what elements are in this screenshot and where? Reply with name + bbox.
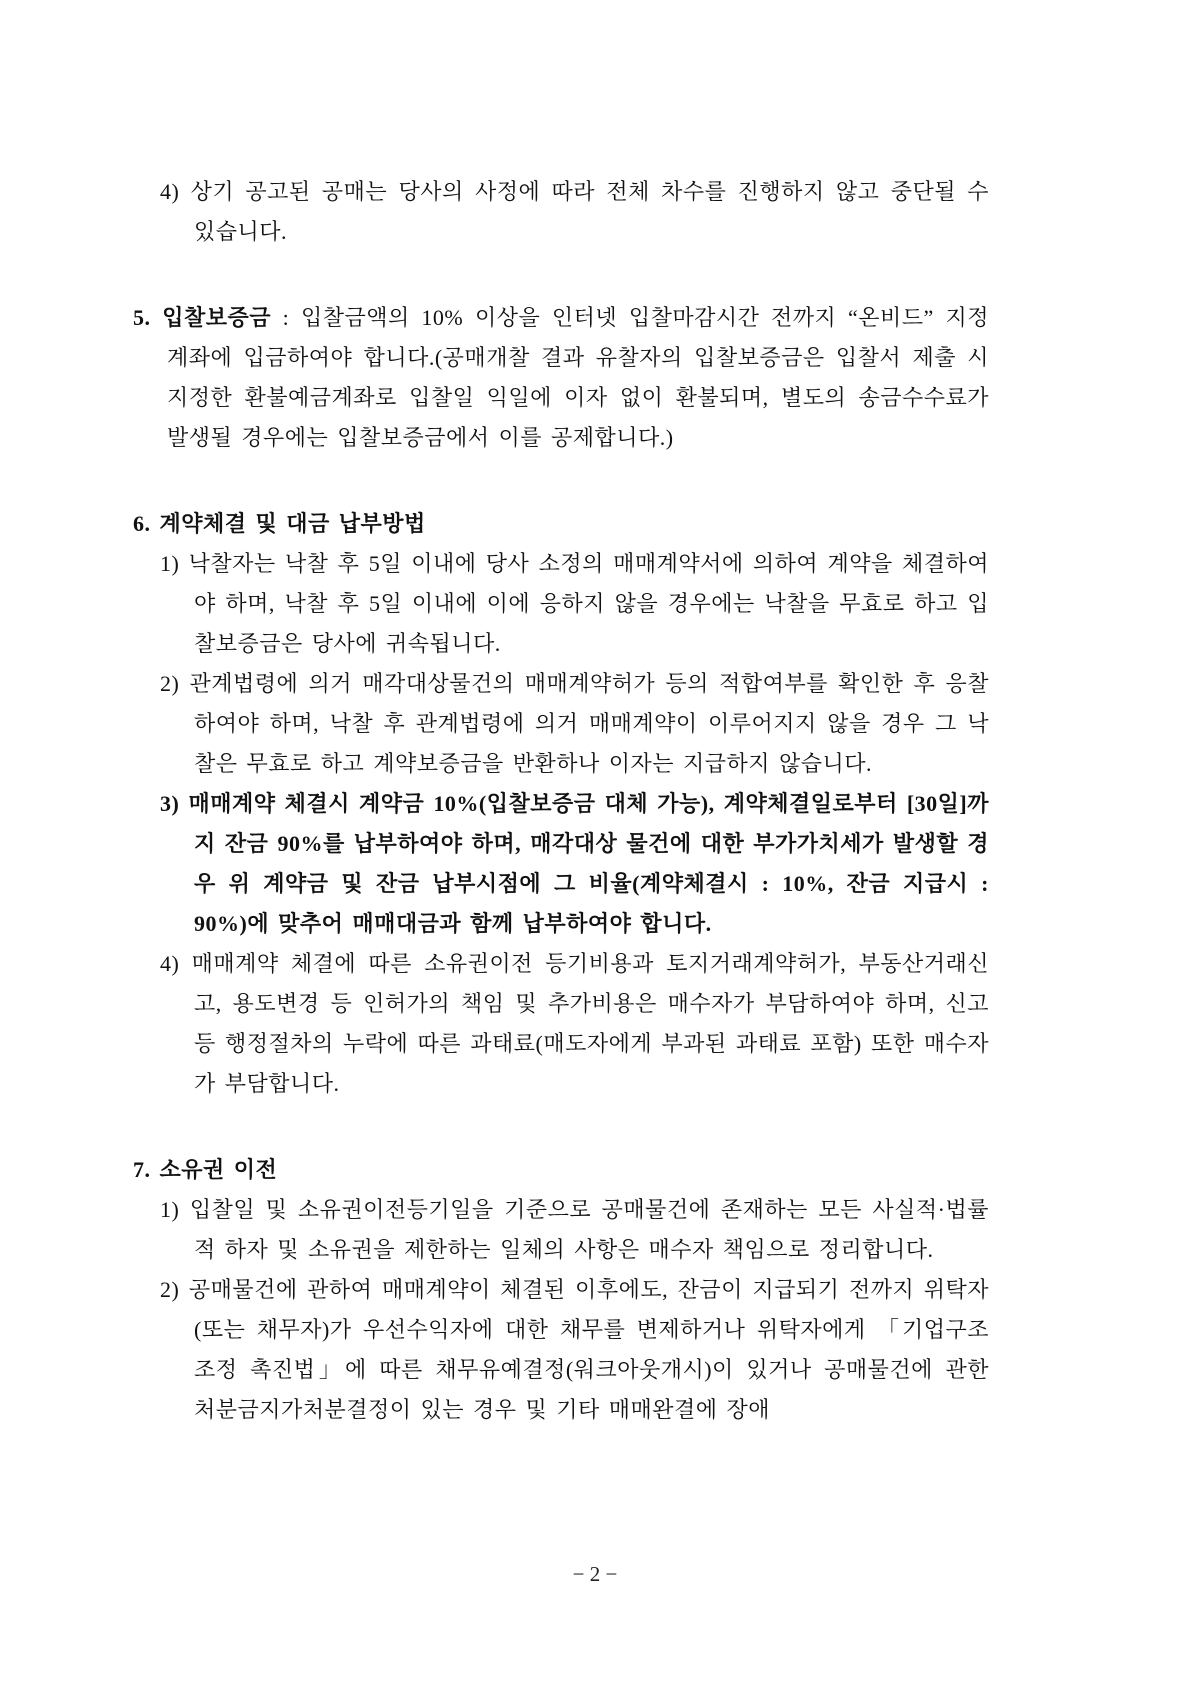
list-item — [160, 1270, 989, 1430]
list-item — [160, 1190, 989, 1270]
section-marker: 7. — [133, 1157, 151, 1182]
item-text: 매매계약 체결시 계약금 10%(입찰보증금 대체 가능), 계약체결일로부터 [30일]까지 잔금 90%를 납부하여야 하며, 매각대상 물건에 대한 부가가치세가 발생할 경우 위 계약금 및 잔금 납부시점에 그 비율(계약체결시 : 10%, 잔금 지급시 : 90%)에 맞추어 매매대금과 함께 납부하여야 합니다. — [188, 791, 989, 936]
list-item — [160, 944, 989, 1104]
item-marker: 4) — [160, 179, 180, 204]
page-number: − 2 − — [572, 1562, 618, 1586]
item-marker: 2) — [160, 671, 180, 696]
document-body — [133, 172, 989, 1430]
section-text: 입찰금액의 10% 이상을 인터넷 입찰마감시간 전까지 “온비드” 지정 계좌에 입금하여야 합니다.(공매개찰 결과 유찰자의 입찰보증금은 입찰서 제출 시 지정한 환불예금계좌로 입찰일 익일에 이자 없이 환불되며, 별도의 송금수수료가 발생될 경우에는 입찰보증금에서 이를 공제합니다.) — [167, 305, 989, 450]
list-item — [160, 172, 989, 252]
section-marker: 5. — [133, 305, 151, 330]
section-title: 입찰보증금 — [162, 305, 271, 330]
section-title: 계약체결 및 대금 납부방법 — [159, 511, 426, 536]
section-heading — [133, 504, 989, 544]
list-item — [160, 784, 989, 944]
section-separator: : — [270, 305, 301, 330]
item-text: 공매물건에 관하여 매매계약이 체결된 이후에도, 잔금이 지급되기 전까지 위탁자(또는 채무자)가 우선수익자에 대한 채무를 변제하거나 위탁자에게 「기업구조조정 촉진법」에 따른 채무유예결정(워크아웃개시)이 있거나 공매물건에 관한 처분금지가처분결정이 있는 경우 및 기타 매매완결에 장애 — [188, 1277, 989, 1422]
list-item — [160, 544, 989, 664]
item-marker: 3) — [160, 791, 180, 816]
item-text: 상기 공고된 공매는 당사의 사정에 따라 전체 차수를 진행하지 않고 중단될 수 있습니다. — [190, 179, 989, 244]
item-text: 관계법령에 의거 매각대상물건의 매매계약허가 등의 적합여부를 확인한 후 응찰하여야 하며, 낙찰 후 관계법령에 의거 매매계약이 이루어지지 않을 경우 그 낙찰은 무효로 하고 계약보증금을 반환하나 이자는 지급하지 않습니다. — [189, 671, 990, 776]
item-text: 낙찰자는 낙찰 후 5일 이내에 당사 소정의 매매계약서에 의하여 계약을 체결하여야 하며, 낙찰 후 5일 이내에 이에 응하지 않을 경우에는 낙찰을 무효로 하고 입찰보증금은 당사에 귀속됩니다. — [188, 551, 989, 656]
item-marker: 1) — [160, 551, 180, 576]
section-heading — [133, 1150, 989, 1190]
item-text: 매매계약 체결에 따른 소유권이전 등기비용과 토지거래계약허가, 부동산거래신고, 용도변경 등 인허가의 책임 및 추가비용은 매수자가 부담하여야 하며, 신고 등 행정절차의 누락에 따른 과태료(매도자에게 부과된 과태료 포함) 또한 매수자가 부담합니다. — [191, 951, 990, 1096]
item-marker: 1) — [160, 1197, 180, 1222]
item-marker: 4) — [160, 951, 180, 976]
item-text: 입찰일 및 소유권이전등기일을 기준으로 공매물건에 존재하는 모든 사실적·법률적 하자 및 소유권을 제한하는 일체의 사항은 매수자 책임으로 정리합니다. — [189, 1197, 990, 1262]
section-marker: 6. — [133, 511, 151, 536]
section-title: 소유권 이전 — [159, 1157, 278, 1182]
section-heading — [133, 298, 989, 458]
item-marker: 2) — [160, 1277, 180, 1302]
list-item — [160, 664, 989, 784]
